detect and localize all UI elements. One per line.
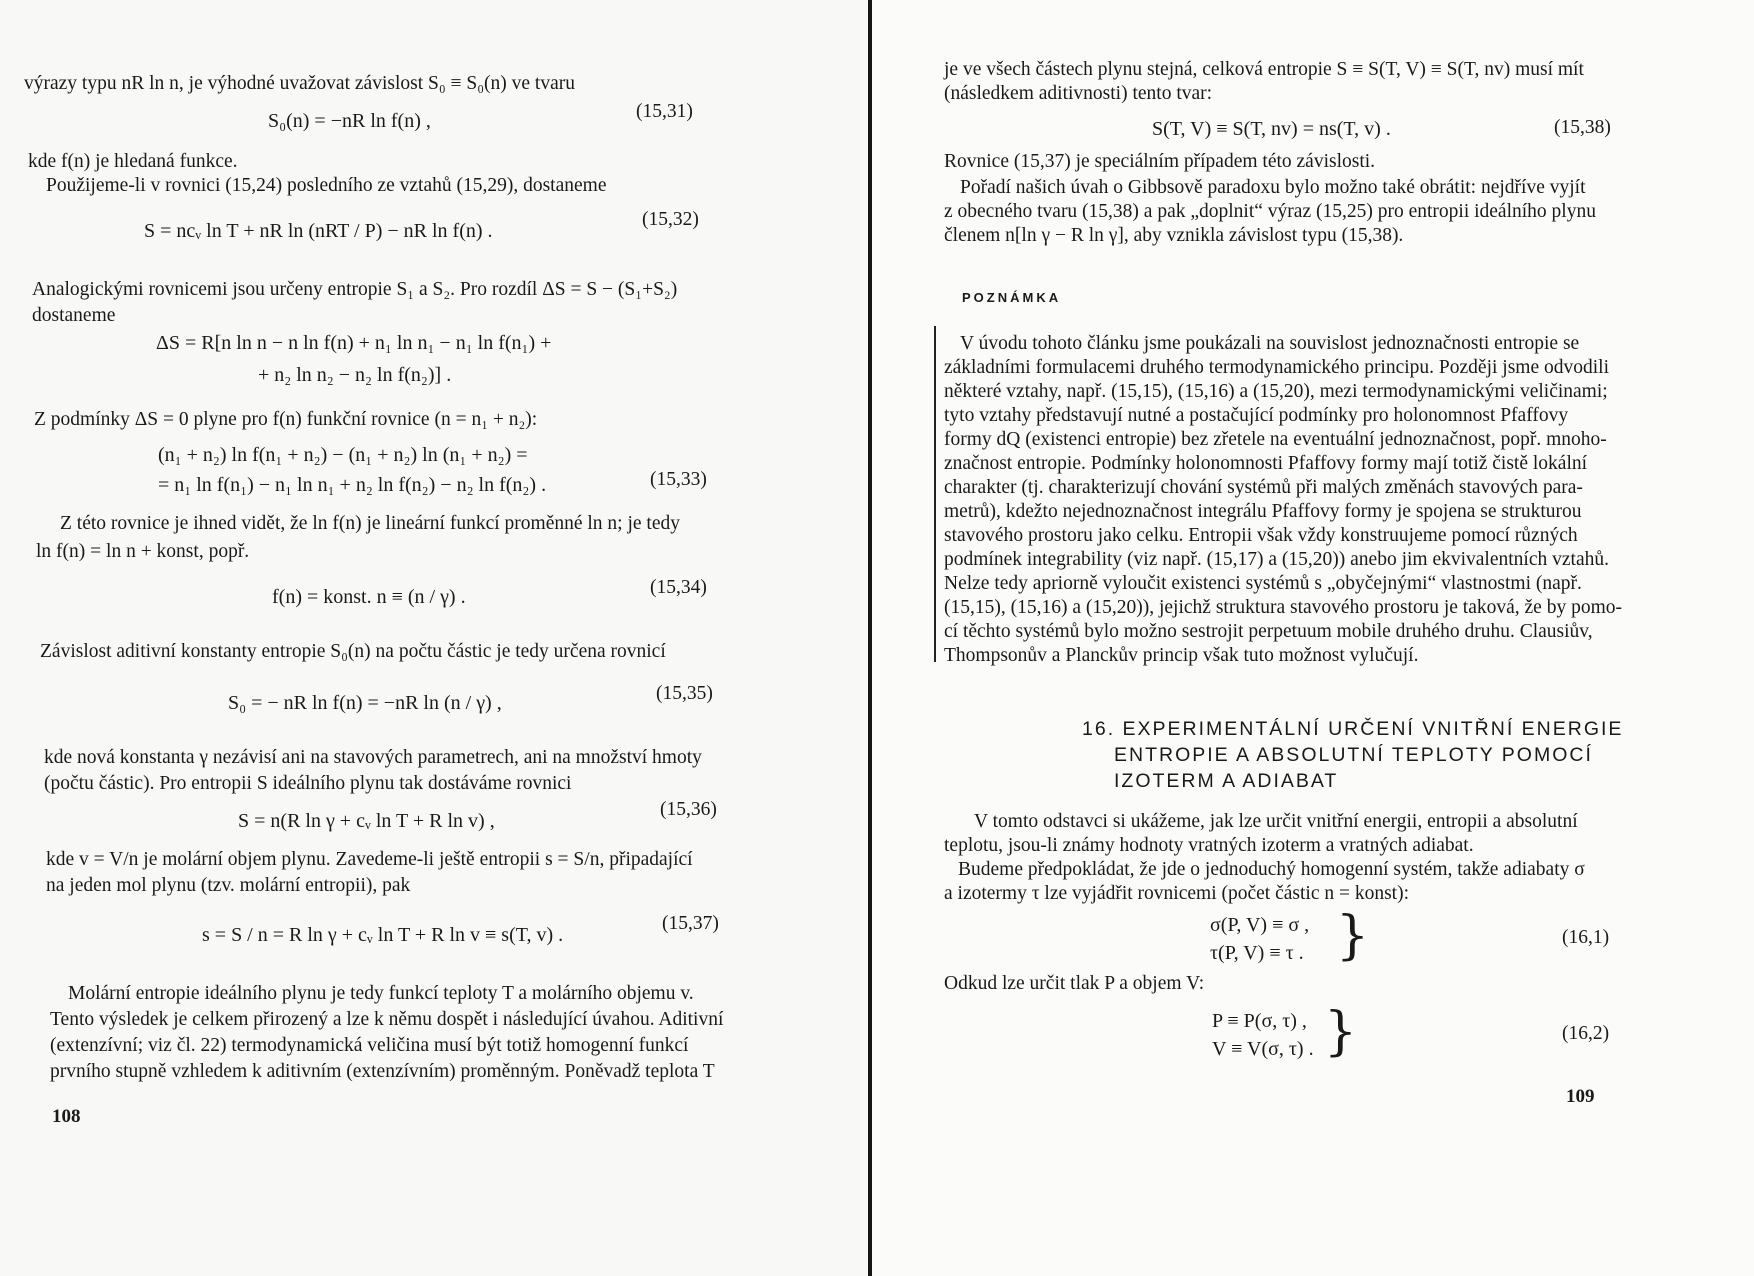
page-number: 108 bbox=[52, 1106, 81, 1127]
text-line: členem n[ln γ − R ln γ], aby vznikla závislost typu (15,38). bbox=[944, 225, 1404, 246]
text-line: Z podmínky ΔS = 0 plyne pro f(n) funkční rovnice (n = n₁ + n₂): bbox=[34, 409, 538, 430]
equation: V ≡ V(σ, τ) . bbox=[1212, 1038, 1314, 1060]
note-line: metrů), kdežto nejednoznačnost integrálu Pfaffovy formy je spojena se strukturou bbox=[944, 501, 1582, 522]
equation-number: (15,35) bbox=[656, 683, 713, 704]
text-line: výrazy typu nR ln n, je výhodné uvažovat závislost S₀ ≡ S₀(n) ve tvaru bbox=[24, 73, 575, 94]
text-line: Rovnice (15,37) je speciálním případem této závislosti. bbox=[944, 151, 1376, 172]
equation: + n₂ ln n₂ − n₂ ln f(n₂)] . bbox=[258, 364, 452, 386]
equation: s = S / n = R ln γ + cᵥ ln T + R ln v ≡ s(T, v) . bbox=[202, 924, 564, 946]
section-heading: 16. EXPERIMENTÁLNÍ URČENÍ VNITŘNÍ ENERGIE bbox=[1082, 718, 1624, 740]
note-line: základními formulacemi druhého termodynamického principu. Později jsme odvodili bbox=[944, 357, 1609, 378]
section-text bbox=[944, 0, 1754, 1276]
equation: f(n) = konst. n ≡ (n / γ) . bbox=[272, 586, 466, 608]
equation-number: (15,32) bbox=[642, 209, 699, 230]
brace-icon: } bbox=[1324, 1002, 1358, 1062]
text-line: (extenzívní; viz čl. 22) termodynamická veličina musí být totiž homogenní funkcí bbox=[50, 1035, 689, 1056]
equation-number: (15,31) bbox=[636, 101, 693, 122]
section-heading: IZOTERM A ADIABAT bbox=[1114, 770, 1339, 792]
text-line: Použijeme-li v rovnici (15,24) posledního ze vztahů (15,29), dostaneme bbox=[46, 175, 607, 196]
text-line: z obecného tvaru (15,38) a pak „doplnit“ výraz (15,25) pro entropii ideálního plynu bbox=[944, 201, 1596, 222]
text-line: (následkem aditivnosti) tento tvar: bbox=[944, 83, 1213, 104]
equation: τ(P, V) ≡ τ . bbox=[1210, 942, 1304, 964]
note-line: formy dQ (existenci entropie) bez zřetele na eventuální jednoznačnost, popř. mnoho- bbox=[944, 429, 1607, 450]
note-line: stavového prostoru jako celku. Entropii však vždy konstruujeme pomocí různých bbox=[944, 525, 1578, 546]
equation: σ(P, V) ≡ σ , bbox=[1210, 914, 1310, 936]
equation: S = ncᵥ ln T + nR ln (nRT / P) − nR ln f(n) . bbox=[144, 220, 493, 242]
text-line: Odkud lze určit tlak P a objem V: bbox=[944, 973, 1205, 994]
text-line: prvního stupně vzhledem k aditivním (extenzívním) proměnným. Poněvadž teplota T bbox=[50, 1061, 715, 1082]
equation: S₀(n) = −nR ln f(n) , bbox=[268, 110, 431, 132]
equation: S₀ = − nR ln f(n) = −nR ln (n / γ) , bbox=[228, 692, 502, 714]
note-title: POZNÁMKA bbox=[962, 290, 1062, 305]
note-line: tyto vztahy představují nutné a postačující podmínky pro holonomnost Pfaffovy bbox=[944, 405, 1569, 426]
text-line: Molární entropie ideálního plynu je tedy funkcí teploty T a molárního objemu v. bbox=[68, 983, 694, 1004]
text-line: na jeden mol plynu (tzv. molární entropii), pak bbox=[46, 875, 411, 896]
text-line: a izotermy τ lze vyjádřit rovnicemi (počet částic n = konst): bbox=[944, 883, 1410, 904]
text-line: Budeme předpokládat, že jde o jednoduchý homogenní systém, takže adiabaty σ bbox=[958, 859, 1585, 880]
text-line: teplotu, jsou-li známy hodnoty vratných izoterm a vratných adiabat. bbox=[944, 835, 1474, 856]
note-line: V úvodu tohoto článku jsme poukázali na souvislost jednoznačnosti entropie se bbox=[960, 333, 1580, 354]
text-line: Pořadí našich úvah o Gibbsově paradoxu bylo možno také obrátit: nejdříve vyjít bbox=[960, 177, 1586, 198]
text-line: kde nová konstanta γ nezávisí ani na stavových parametrech, ani na množství hmoty bbox=[44, 747, 702, 768]
left-page-text bbox=[0, 0, 868, 1276]
text-line: (počtu částic). Pro entropii S ideálního plynu tak dostáváme rovnici bbox=[44, 773, 572, 794]
equation-number: (15,38) bbox=[1554, 117, 1611, 138]
text-line: Závislost aditivní konstanty entropie S₀(n) na počtu částic je tedy určena rovnicí bbox=[40, 641, 666, 662]
text-line: V tomto odstavci si ukážeme, jak lze určit vnitřní energii, entropii a absolutní bbox=[974, 811, 1578, 832]
section-heading: ENTROPIE A ABSOLUTNÍ TEPLOTY POMOCÍ bbox=[1114, 744, 1593, 766]
note-line: podmínek integrability (viz např. (15,17) a (15,20)) anebo jim ekvivalentních vztahů. bbox=[944, 549, 1609, 570]
note-margin-bar bbox=[934, 326, 936, 662]
equation: = n₁ ln f(n₁) − n₁ ln n₁ + n₂ ln f(n₂) − n₂ ln f(n₂) . bbox=[158, 474, 547, 496]
equation-number: (16,1) bbox=[1562, 927, 1610, 948]
note-line: některé vztahy, např. (15,15), (15,16) a (15,20), mezi termodynamickými veličinami; bbox=[944, 381, 1608, 402]
equation-number: (15,33) bbox=[650, 469, 707, 490]
note-line: cí těchto systémů bylo možno sestrojit perpetuum mobile druhého druhu. Clausiův, bbox=[944, 621, 1593, 642]
note-line: značnost entropie. Podmínky holonomnosti Pfaffovy formy mají totiž čistě lokální bbox=[944, 453, 1588, 474]
equation-number: (15,36) bbox=[660, 799, 717, 820]
text-line: je ve všech částech plynu stejná, celková entropie S ≡ S(T, V) ≡ S(T, nv) musí mít bbox=[944, 59, 1584, 80]
equation: P ≡ P(σ, τ) , bbox=[1212, 1010, 1307, 1032]
left-page bbox=[0, 0, 868, 1276]
text-line: Analogickými rovnicemi jsou určeny entropie S₁ a S₂. Pro rozdíl ΔS = S − (S₁+S₂) bbox=[32, 279, 678, 300]
note-line: Thompsonův a Planckův princip však tuto možnost vylučují. bbox=[944, 645, 1419, 666]
text-line: Z této rovnice je ihned vidět, že ln f(n) je lineární funkcí proměnné ln n; je tedy bbox=[60, 513, 680, 534]
text-line: Tento výsledek je celkem přirozený a lze k němu dospět i následující úvahou. Aditivní bbox=[50, 1009, 724, 1030]
brace-icon: } bbox=[1336, 906, 1370, 966]
text-line: kde f(n) je hledaná funkce. bbox=[28, 151, 238, 172]
equation: (n₁ + n₂) ln f(n₁ + n₂) − (n₁ + n₂) ln (n₁ + n₂) = bbox=[158, 444, 528, 466]
equation-number: (16,2) bbox=[1562, 1023, 1610, 1044]
equation-number: (15,37) bbox=[662, 913, 719, 934]
text-line: dostaneme bbox=[32, 305, 116, 326]
note-line: (15,15), (15,16) a (15,20)), jejichž struktura stavového prostoru je taková, že by pomo- bbox=[944, 597, 1622, 618]
equation: ΔS = R[n ln n − n ln f(n) + n₁ ln n₁ − n₁ ln f(n₁) + bbox=[156, 332, 552, 354]
equation-number: (15,34) bbox=[650, 577, 707, 598]
equation: S = n(R ln γ + cᵥ ln T + R ln v) , bbox=[238, 810, 495, 832]
right-page bbox=[872, 0, 1754, 1276]
page-number: 109 bbox=[1566, 1086, 1595, 1107]
note-line: charakter (tj. charakterizují chování systémů při malých změnách stavových para- bbox=[944, 477, 1583, 498]
text-line: ln f(n) = ln n + konst, popř. bbox=[36, 541, 250, 562]
text-line: kde v = V/n je molární objem plynu. Zavedeme-li ještě entropii s = S/n, připadající bbox=[46, 849, 693, 870]
equation: S(T, V) ≡ S(T, nv) = ns(T, v) . bbox=[1152, 118, 1391, 140]
note-line: Nelze tedy apriorně vyloučit existenci systémů s „obyčejnými“ vlastnostmi (např. bbox=[944, 573, 1582, 594]
